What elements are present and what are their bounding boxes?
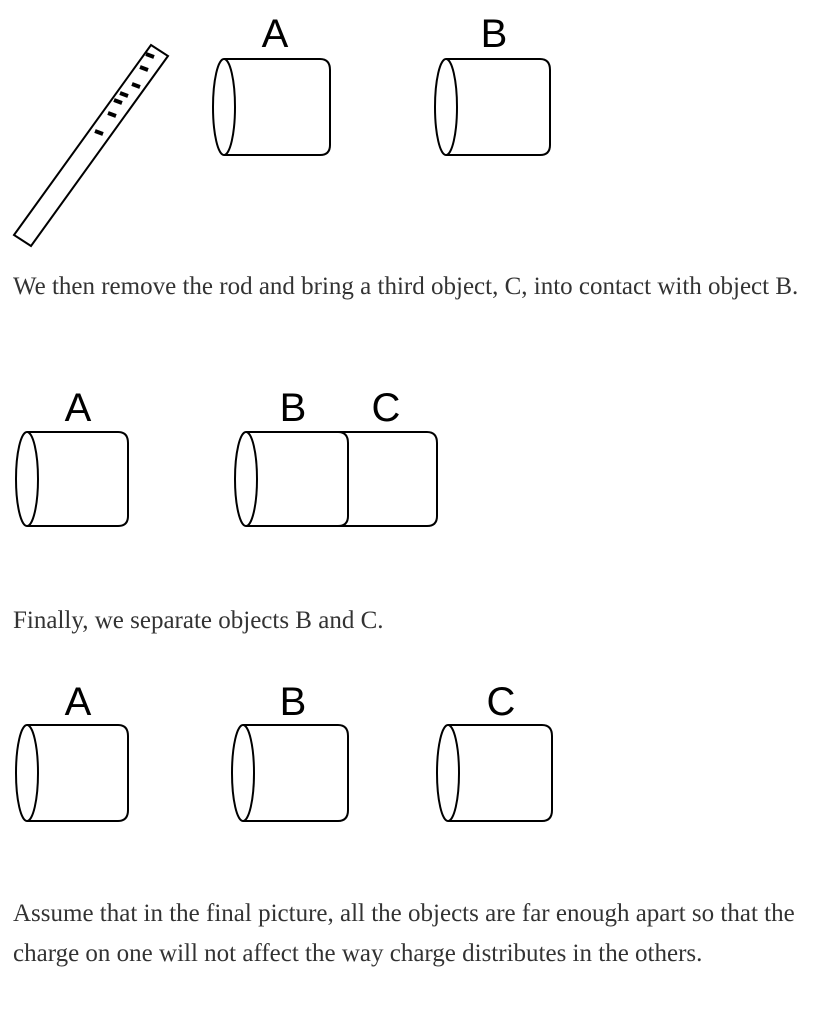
object-a-label: A [261, 12, 289, 56]
object-b [232, 725, 348, 821]
object-a-label: A [64, 680, 92, 724]
charged-rod [14, 45, 168, 246]
object-b [435, 59, 550, 155]
instruction-text-3: Assume that in the final picture, all the objects are far enough apart so that the charge on one will not affect the way charge distributes in the others. [13, 900, 795, 967]
object-c-label: C [486, 680, 516, 724]
figure-rod-and-objects [0, 0, 819, 260]
instruction-text-1: We then remove the rod and bring a third object, C, into contact with object B. [13, 273, 799, 300]
object-b-label: B [279, 386, 307, 430]
figure-b-c-contact [0, 380, 819, 540]
rod-charge-marks [95, 54, 154, 134]
object-b-label: B [279, 680, 307, 724]
object-a [16, 432, 128, 526]
object-a [16, 725, 128, 821]
object-c [437, 725, 552, 821]
object-c [338, 432, 437, 526]
figure-separated-objects [0, 670, 819, 830]
object-a-label: A [64, 386, 92, 430]
instruction-text-2: Finally, we separate objects B and C. [13, 607, 384, 634]
object-c-label: C [371, 386, 401, 430]
object-b [235, 432, 348, 526]
object-b-label: B [480, 12, 508, 56]
object-a [213, 59, 330, 155]
